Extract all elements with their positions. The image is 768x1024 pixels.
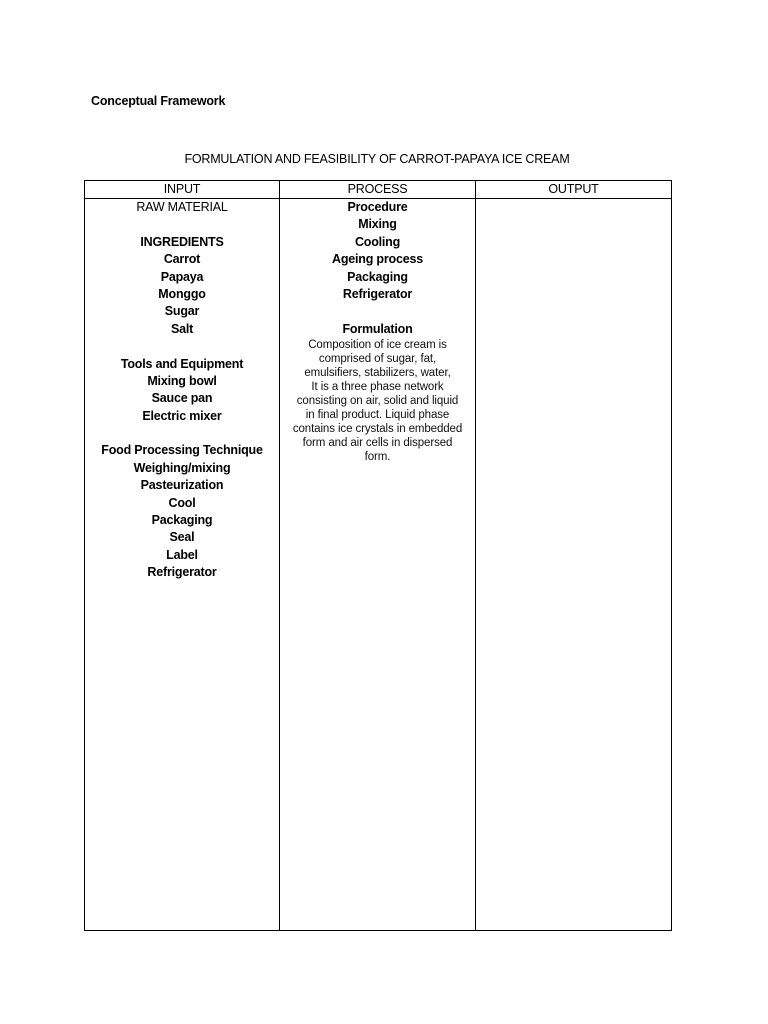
tool-item: Sauce pan	[151, 391, 213, 406]
document-title: FORMULATION AND FEASIBILITY OF CARROT-PAPAYA ICE CREAM	[184, 152, 570, 166]
ingredients-heading: INGREDIENTS	[140, 234, 224, 249]
ingredient-item: Sugar	[164, 304, 200, 319]
formulation-line: Composition of ice cream is	[308, 339, 447, 352]
procedure-step: Packaging	[347, 269, 408, 284]
procedure-step: Ageing process	[332, 252, 423, 267]
section-heading: Conceptual Framework	[91, 94, 226, 108]
ingredient-item: Monggo	[158, 286, 206, 301]
column-header-output: OUTPUT	[476, 181, 672, 199]
formulation-line: emulsifiers, stabilizers, water,	[304, 367, 451, 380]
technique-item: Seal	[169, 530, 195, 545]
formulation-line: in final product. Liquid phase	[305, 409, 450, 422]
ingredient-item: Salt	[170, 321, 194, 336]
conceptual-framework-table	[84, 180, 672, 931]
column-header-process: PROCESS	[280, 181, 476, 199]
tool-item: Mixing bowl	[147, 373, 217, 388]
column-header-input: INPUT	[85, 181, 280, 199]
technique-item: Pasteurization	[140, 478, 224, 493]
tools-heading: Tools and Equipment	[120, 356, 244, 371]
formulation-line: It is a three phase network	[311, 381, 444, 394]
raw-material-label: RAW MATERIAL	[136, 200, 228, 214]
technique-item: Refrigerator	[147, 565, 217, 580]
formulation-paragraph	[285, 338, 471, 464]
formulation-line: form.	[364, 451, 391, 464]
procedure-step: Cooling	[354, 234, 401, 249]
ingredient-item: Carrot	[163, 252, 201, 267]
table-header-row	[85, 181, 672, 199]
technique-item: Cool	[168, 495, 196, 510]
tool-item: Electric mixer	[142, 408, 222, 423]
procedure-step: Refrigerator	[342, 286, 413, 301]
input-cell	[85, 199, 280, 931]
ingredient-item: Papaya	[160, 269, 204, 284]
technique-heading: Food Processing Technique	[101, 443, 263, 458]
technique-item: Label	[166, 547, 198, 562]
process-cell	[280, 199, 476, 931]
formulation-line: consisting on air, solid and liquid	[296, 395, 459, 408]
procedure-heading: Procedure	[347, 200, 408, 214]
formulation-line: comprised of sugar, fat,	[318, 353, 437, 366]
formulation-heading: Formulation	[342, 321, 413, 336]
technique-item: Weighing/mixing	[133, 460, 231, 475]
table-body-row	[85, 199, 672, 931]
technique-item: Packaging	[151, 513, 213, 528]
formulation-line: form and air cells in dispersed	[302, 437, 453, 450]
output-cell	[476, 199, 672, 931]
procedure-step: Mixing	[358, 217, 397, 232]
formulation-line: contains ice crystals in embedded	[292, 423, 463, 436]
